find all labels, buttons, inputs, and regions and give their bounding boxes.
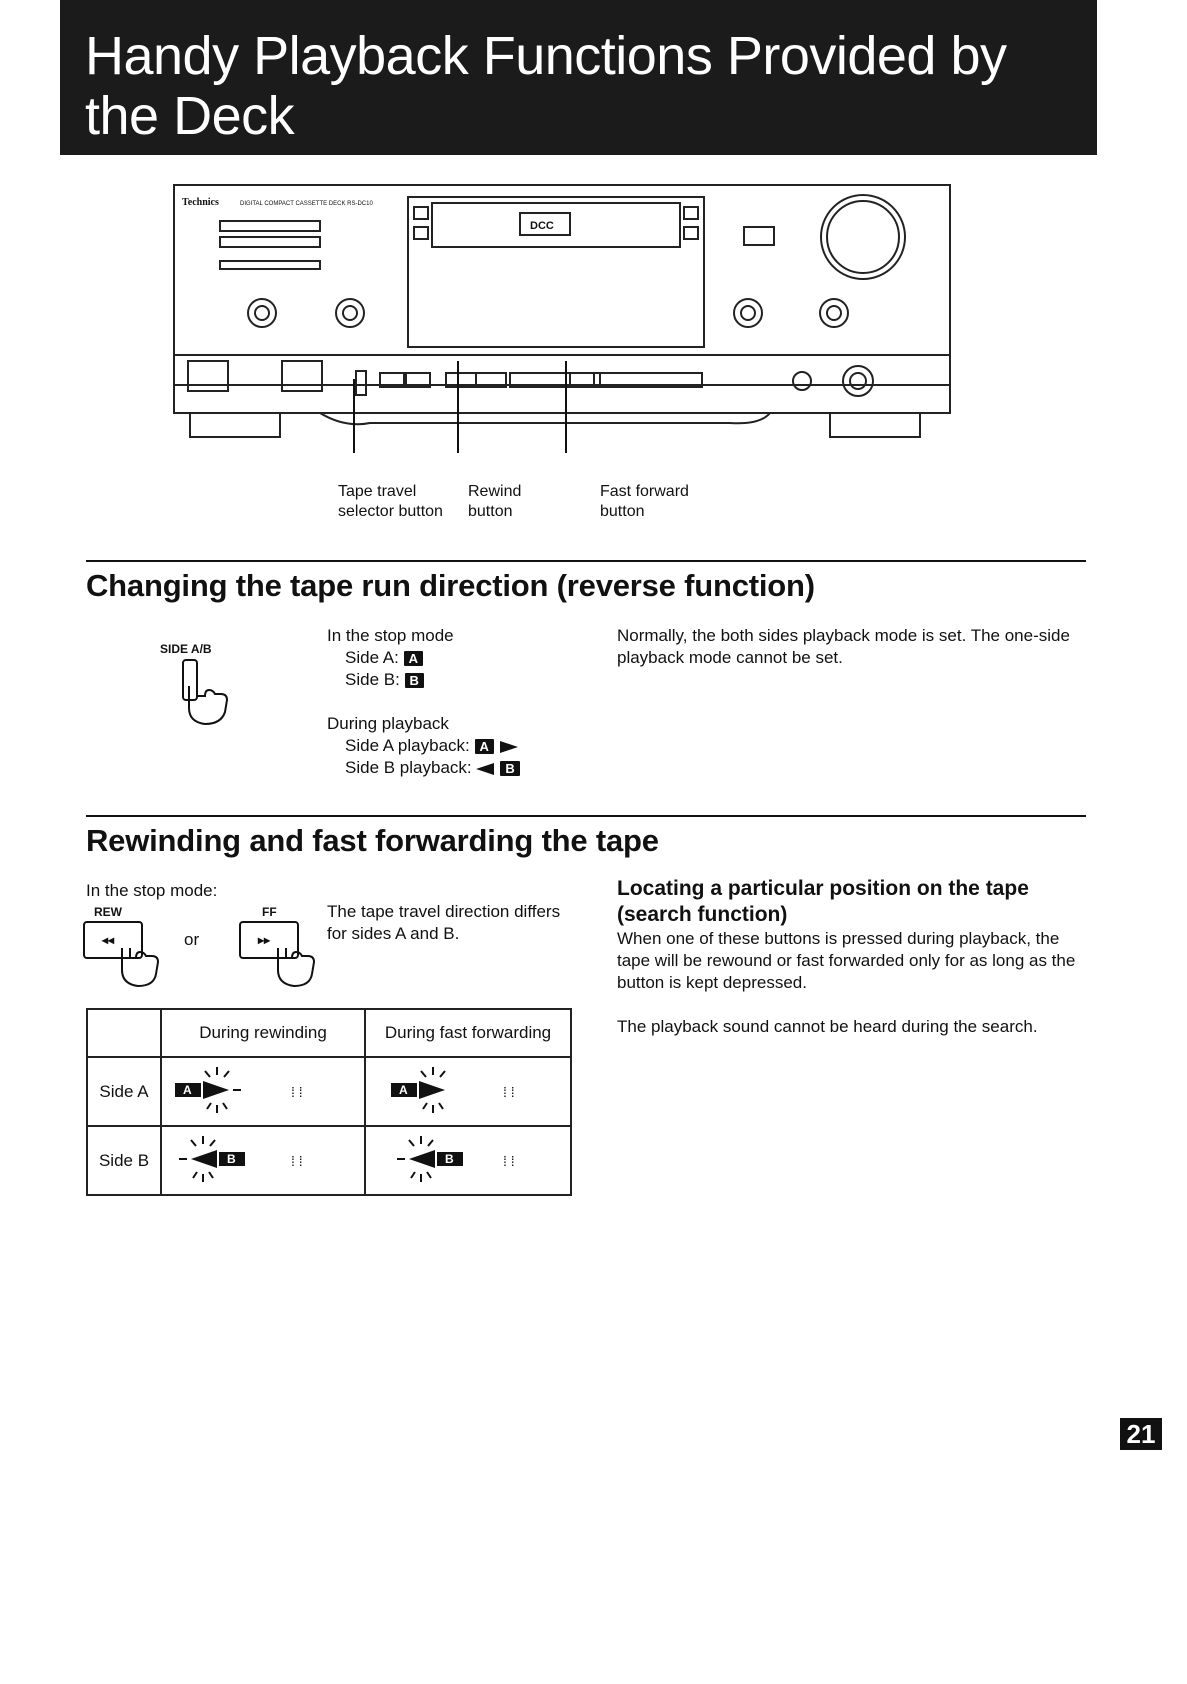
- section2-stop-mode: In the stop mode:: [86, 881, 218, 900]
- phones-level-knob: [843, 366, 873, 396]
- deck-foot-right: [830, 413, 920, 437]
- cell-b-ff: [365, 1126, 571, 1195]
- search-note: The playback sound cannot be heard during the search.: [617, 1017, 1038, 1036]
- callout-rewind: Rewind button: [468, 483, 522, 520]
- dcc-logo: DCC: [530, 220, 554, 232]
- brand-label: Technics: [182, 197, 219, 208]
- playback-side-a: Side A playback: A: [327, 735, 587, 757]
- remote-sensor: [282, 361, 322, 391]
- cassette-deck-illustration: [170, 183, 1187, 453]
- or-label: or: [184, 930, 200, 949]
- svg-text:◂◂: ◂◂: [102, 933, 115, 947]
- flashing-forward-indicator-icon: [163, 1059, 363, 1119]
- table-header-row: [87, 1009, 571, 1057]
- display-window: [432, 203, 680, 247]
- callout-tape-travel: Tape travel selector button: [338, 483, 443, 520]
- svg-text:⁞ ⁞: ⁞ ⁞: [503, 1084, 515, 1100]
- svg-text:B: B: [445, 1152, 454, 1166]
- section-divider: [86, 560, 1086, 562]
- stop-side-a: Side A: A: [327, 647, 587, 669]
- svg-text:▸▸: ▸▸: [258, 933, 271, 947]
- col-during-rewinding: During rewinding: [161, 1009, 365, 1057]
- side-a-indicator: A: [404, 651, 423, 666]
- cell-a-rewinding: [161, 1057, 365, 1126]
- side-ab-button: [356, 371, 366, 395]
- hand-press-icon: [175, 656, 235, 728]
- svg-text:A: A: [399, 1083, 408, 1097]
- cassette-compartment: [408, 197, 704, 347]
- rec-level-dial: [821, 195, 905, 279]
- svg-text:⁞ ⁞: ⁞ ⁞: [291, 1084, 303, 1100]
- section2-heading: Rewinding and fast forwarding the tape: [86, 823, 659, 858]
- flashing-forward-indicator-icon: [367, 1059, 569, 1119]
- callout-fast-forward: Fast forward button: [600, 483, 689, 520]
- page-title-line2: the Deck: [85, 86, 295, 146]
- rew-button-hand-icon: [82, 918, 162, 990]
- flashing-reverse-indicator-icon: [367, 1128, 569, 1188]
- direction-note: The tape travel direction differs for sides A and B.: [327, 902, 561, 943]
- section1-note: Normally, the both sides playback mode is set. The one-side playback mode cannot be set.: [617, 626, 1070, 667]
- stop-side-b: Side B: B: [327, 669, 587, 691]
- svg-text:⁞ ⁞: ⁞ ⁞: [291, 1153, 303, 1169]
- section1-stop-mode: In the stop mode Side A: A Side B: B During playback Side A playback: A Side B playback: B: [327, 625, 587, 779]
- rew-label: REW: [94, 905, 122, 919]
- side-ab-label: SIDE A/B: [160, 642, 212, 656]
- title-banner: [60, 0, 1097, 155]
- power-button: [188, 361, 228, 391]
- direction-table: [86, 1008, 572, 1196]
- input-selector-knob: [734, 299, 762, 327]
- section-divider: [86, 815, 1086, 817]
- table-row: [87, 1057, 571, 1126]
- deck-foot-left: [190, 413, 280, 437]
- cell-b-rewinding: [161, 1126, 365, 1195]
- side-b-indicator: B: [405, 673, 424, 688]
- cell-a-ff: [365, 1057, 571, 1126]
- phones-jack: [793, 372, 811, 390]
- table-row: [87, 1126, 571, 1195]
- ff-label: FF: [262, 905, 277, 919]
- forward-arrow-icon: [500, 741, 518, 753]
- row-side-a: Side A: [87, 1057, 161, 1126]
- playback-side-b: Side B playback: B: [327, 757, 587, 779]
- page-number: 21: [1120, 1418, 1162, 1450]
- page-title-line1: Handy Playback Functions Provided by: [85, 26, 1007, 86]
- open-close-button: [744, 227, 774, 245]
- dolby-nr-knob: [336, 299, 364, 327]
- ff-button-hand-icon: [238, 918, 318, 990]
- search-text: When one of these buttons is pressed during playback, the tape will be rewound or fast forwarded only for as long as the button is kept depressed.: [617, 929, 1076, 992]
- section1-heading: Changing the tape run direction (reverse function): [86, 568, 815, 603]
- search-heading: Locating a particular position on the tape (search function): [617, 877, 1029, 926]
- row-side-b: Side B: [87, 1126, 161, 1195]
- svg-text:B: B: [227, 1152, 236, 1166]
- col-during-ff: During fast forwarding: [365, 1009, 571, 1057]
- flashing-reverse-indicator-icon: [163, 1128, 363, 1188]
- side-b-indicator: B: [500, 761, 519, 776]
- timer-knob: [248, 299, 276, 327]
- side-a-indicator: A: [475, 739, 494, 754]
- page-title: [85, 26, 1007, 146]
- balance-knob: [820, 299, 848, 327]
- model-label: DIGITAL COMPACT CASSETTE DECK RS-DC10: [240, 201, 373, 207]
- reverse-arrow-icon: [476, 763, 494, 775]
- svg-text:A: A: [183, 1083, 192, 1097]
- svg-text:⁞ ⁞: ⁞ ⁞: [503, 1153, 515, 1169]
